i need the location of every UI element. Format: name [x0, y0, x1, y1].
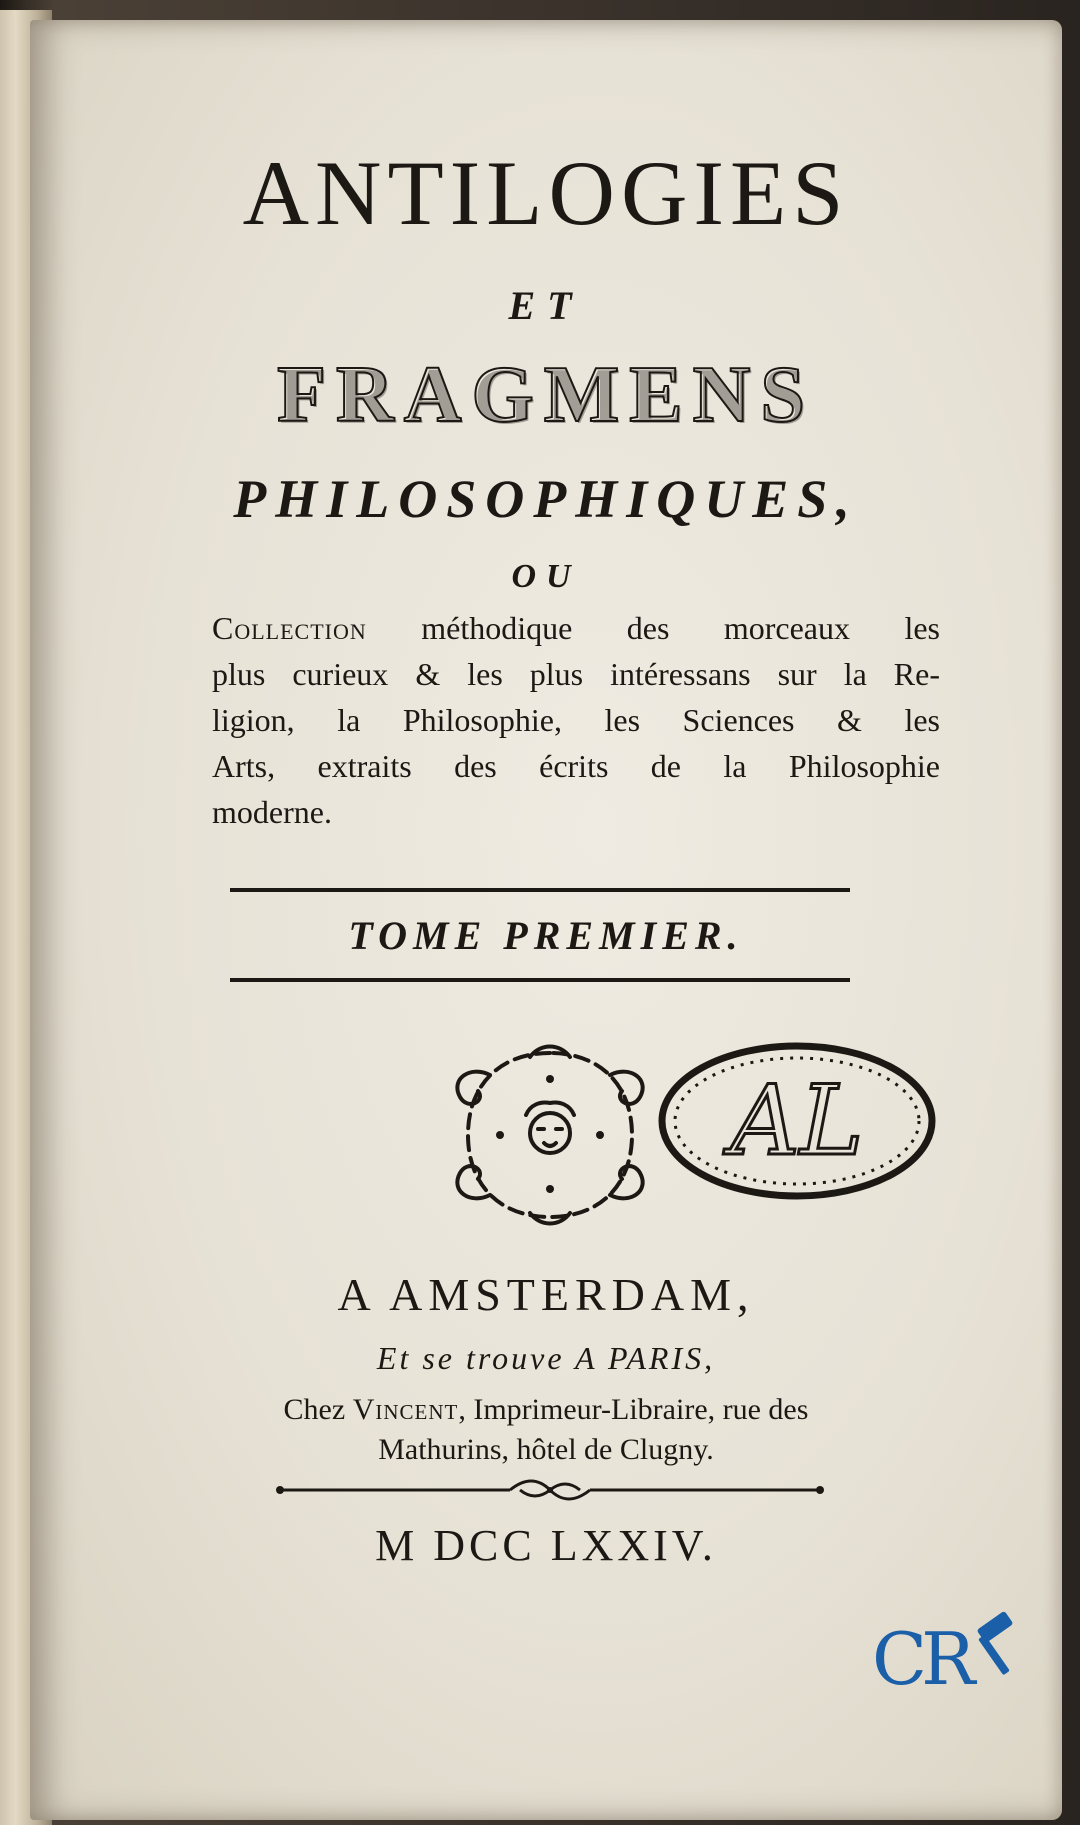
description-line: plus curieux & les plus intéressans sur la Re- — [212, 656, 940, 692]
title-conjunction: ET — [508, 283, 584, 328]
bottom-rule — [230, 978, 850, 982]
stamp-monogram: AL — [730, 1065, 864, 1177]
ownership-stamp-icon — [652, 1036, 942, 1206]
alternative-title-word: OU — [511, 558, 581, 595]
description-line: ligion, la Philosophie, les Sciences & les — [212, 702, 940, 738]
publication-date: M DCC LXXIV. — [375, 1521, 717, 1570]
book-title-second-line: FRAGMENS — [277, 351, 815, 439]
printer-address-line: Mathurins, hôtel de Clugny. — [378, 1433, 714, 1466]
description-line: moderne. — [212, 794, 332, 830]
printer-prefix: Chez — [283, 1393, 346, 1426]
book-title-third-line: PHILOSOPHIQUES, — [233, 469, 859, 529]
book-title: ANTILOGIES — [242, 142, 850, 244]
printer-address — [30, 1390, 1062, 1470]
printer-suffix: , Imprimeur-Libraire, rue des — [458, 1393, 809, 1426]
imprint-place-secondary: Et se trouve A PARIS, — [376, 1340, 716, 1376]
description-lead-word: Collection — [212, 610, 367, 646]
title-page — [30, 20, 1062, 1820]
printer-address-line — [30, 1390, 1062, 1430]
watermark — [872, 1617, 1034, 1747]
book-description — [180, 605, 940, 835]
imprint-place: A AMSTERDAM, — [337, 1269, 755, 1320]
printer-name: Vincent — [352, 1393, 459, 1426]
decorative-rule-icon — [270, 1478, 830, 1502]
volume-label: TOME PREMIER. — [348, 913, 744, 958]
printers-ornament-icon — [430, 1035, 670, 1235]
gavel-icon — [960, 1611, 1030, 1681]
description-line: Arts, extraits des écrits de la Philosophie — [212, 748, 940, 784]
watermark-text: CR — [872, 1617, 970, 1701]
description-text: méthodique des morceaux les — [421, 610, 941, 646]
description-line — [180, 605, 940, 651]
top-rule — [230, 888, 850, 892]
